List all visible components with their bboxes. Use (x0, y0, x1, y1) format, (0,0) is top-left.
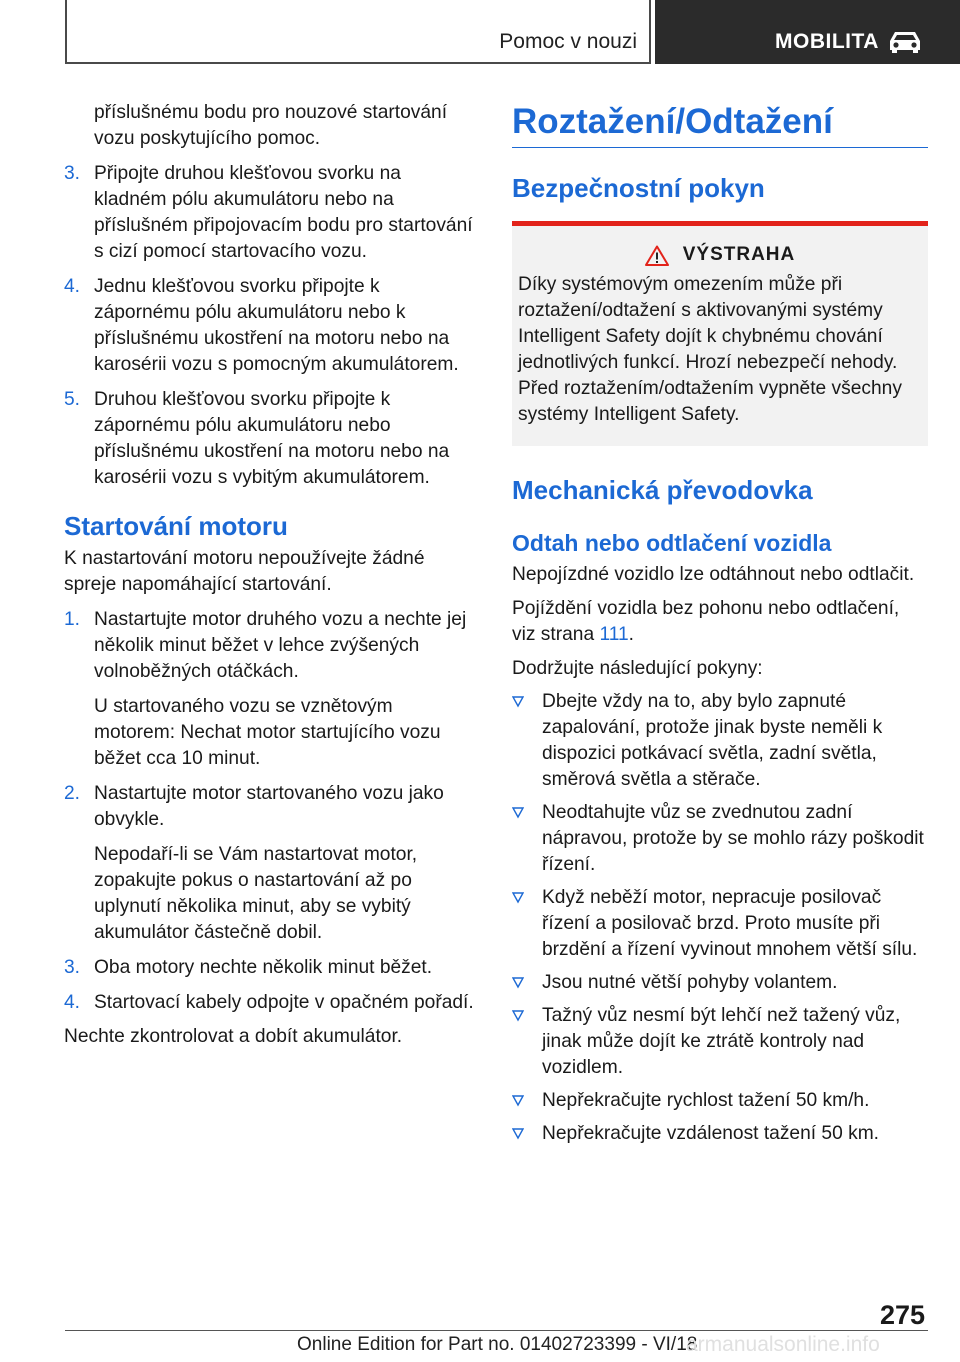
page-title: Roztažení/Odtažení (512, 100, 928, 148)
paragraph: Nepojízdné vozidlo lze odtáhnout nebo odtlačit. (512, 564, 915, 585)
bullet-item (512, 800, 928, 878)
step-number: 3. (64, 957, 81, 978)
bullet-triangle-icon (512, 1010, 524, 1022)
step-item (64, 990, 478, 1016)
warning-box (512, 226, 928, 446)
step-number: 4. (64, 276, 81, 297)
header-section-title: Pomoc v nouzi (499, 30, 637, 53)
bullet-item (512, 1003, 928, 1081)
step-text: Oba motory nechte několik minut běžet. (94, 957, 433, 978)
step-text: Nastartujte motor startovaného vozu jako obvykle. (94, 783, 444, 830)
step-item (64, 781, 478, 946)
step-text: Nastartujte motor druhého vozu a nechte jej několik minut běžet v lehce zvýšených volnoběžných otáčkách. (94, 609, 467, 682)
header-tab-label: MOBILITA (775, 30, 879, 53)
step-item (64, 387, 478, 491)
bullet-triangle-icon (512, 807, 524, 819)
bullet-triangle-icon (512, 696, 524, 708)
bullet-text: Jsou nutné větší pohyby volantem. (542, 972, 838, 993)
footer-divider (65, 1330, 928, 1331)
header-section-box (65, 0, 651, 64)
bullet-item (512, 689, 928, 793)
right-column (512, 100, 928, 1147)
step-item (64, 274, 478, 378)
section-heading-engine-start: Startování motoru (64, 511, 288, 541)
step-text: Připojte druhou klešťovou svorku na kladném pólu akumulátoru nebo na příslušném připojovacím bodu pro startování s cizí pomocí startovacího vozu. (94, 163, 473, 262)
bullet-text: Neodtahujte vůz se zvednutou zadní nápravou, protože by se mohlo rázy poškodit řízení. (542, 802, 924, 875)
bullet-item (512, 970, 928, 996)
step-item (64, 607, 478, 772)
step-item (64, 161, 478, 265)
section-heading-safety: Bezpečnostní pokyn (512, 173, 765, 203)
bullet-text: Tažný vůz nesmí být lehčí než tažený vůz, jinak může dojít ke ztrátě kontroly nad vozidlem. (542, 1005, 901, 1078)
bullet-item (512, 885, 928, 963)
bullet-triangle-icon (512, 1128, 524, 1140)
warning-label: VÝSTRAHA (682, 244, 796, 265)
bullet-text: Nepřekračujte vzdálenost tažení 50 km. (542, 1123, 880, 1144)
warning-text: Díky systémovým omezením může při roztažení/odtažení s aktivovanými systémy Intelligent Safety dojít k chybnému chování jednotlivých funkcí. Hrozí nebezpečí nehody. Před roztažením/odtažením vypněte všechny systémy Intelligent Safety. (518, 274, 902, 425)
page-number: 275 (880, 1300, 926, 1330)
step-number: 3. (64, 163, 81, 184)
bullet-triangle-icon (512, 1095, 524, 1107)
bullet-triangle-icon (512, 892, 524, 904)
watermark: armanualsonline.info (686, 1333, 880, 1356)
car-icon (887, 28, 923, 54)
header-tab-mobilita[interactable] (655, 0, 960, 64)
footer-edition: Online Edition for Part no. 01402723399 - VI/18 (297, 1334, 698, 1355)
warning-triangle-icon (645, 245, 669, 266)
step-number: 2. (64, 783, 81, 804)
bullet-text: Když neběží motor, nepracuje posilovač řízení a posilovač brzd. Proto musíte při brzdění a řízení vyvinout mnohem větší sílu. (542, 887, 918, 960)
step-text: Druhou klešťovou svorku připojte k zápornému pólu akumulátoru nebo příslušnému ukostření na motoru nebo na karosérii vozu s vybitým akumulátorem. (94, 389, 450, 488)
bullet-item (512, 1121, 928, 1147)
bullet-item (512, 1088, 928, 1114)
section-heading-manual-gearbox: Mechanická převodovka (512, 475, 813, 505)
subheading-towing: Odtah nebo odtlačení vozidla (512, 530, 832, 556)
bullet-text: Dbejte vždy na to, aby bylo zapnuté zapalování, protože jinak byste neměli k dispozici potkávací světla, zadní světla, směrová světla a stěrače. (542, 691, 883, 790)
closing-text: Nechte zkontrolovat a dobít akumulátor. (64, 1026, 403, 1047)
paragraph-end: . (628, 624, 634, 645)
step-note: U startovaného vozu se vznětovým motorem: Nechat motor startujícího vozu běžet cca 10 minut. (94, 696, 441, 769)
section-intro: K nastartování motoru nepoužívejte žádné spreje napomáhající startování. (64, 548, 425, 595)
step-text: Jednu klešťovou svorku připojte k zápornému pólu akumulátoru nebo k příslušnému ukostření na motoru nebo na karosérii vozu s pomocným akumulátorem. (94, 276, 459, 375)
bullet-text: Nepřekračujte rychlost tažení 50 km/h. (542, 1090, 870, 1111)
step-continuation: příslušnému bodu pro nouzové startování vozu poskytujícího pomoc. (94, 102, 448, 149)
step-number: 5. (64, 389, 81, 410)
step-note: Nepodaří-li se Vám nastartovat motor, zopakujte pokus o nastartování až po uplynutí několika minut, aby se vybitý akumulátor částečně dobil. (94, 844, 418, 943)
step-text: Startovací kabely odpojte v opačném pořadí. (94, 992, 474, 1013)
warning-header (518, 242, 922, 268)
page-reference-link[interactable]: 111 (599, 624, 629, 645)
paragraph-text: Pojíždění vozidla bez pohonu nebo odtlačení, viz strana (512, 598, 900, 645)
step-number: 4. (64, 992, 81, 1013)
paragraph (512, 596, 928, 648)
paragraph: Dodržujte následující pokyny: (512, 658, 763, 679)
step-number: 1. (64, 609, 81, 630)
bullet-triangle-icon (512, 977, 524, 989)
step-item (64, 955, 478, 981)
left-column (64, 100, 478, 1050)
